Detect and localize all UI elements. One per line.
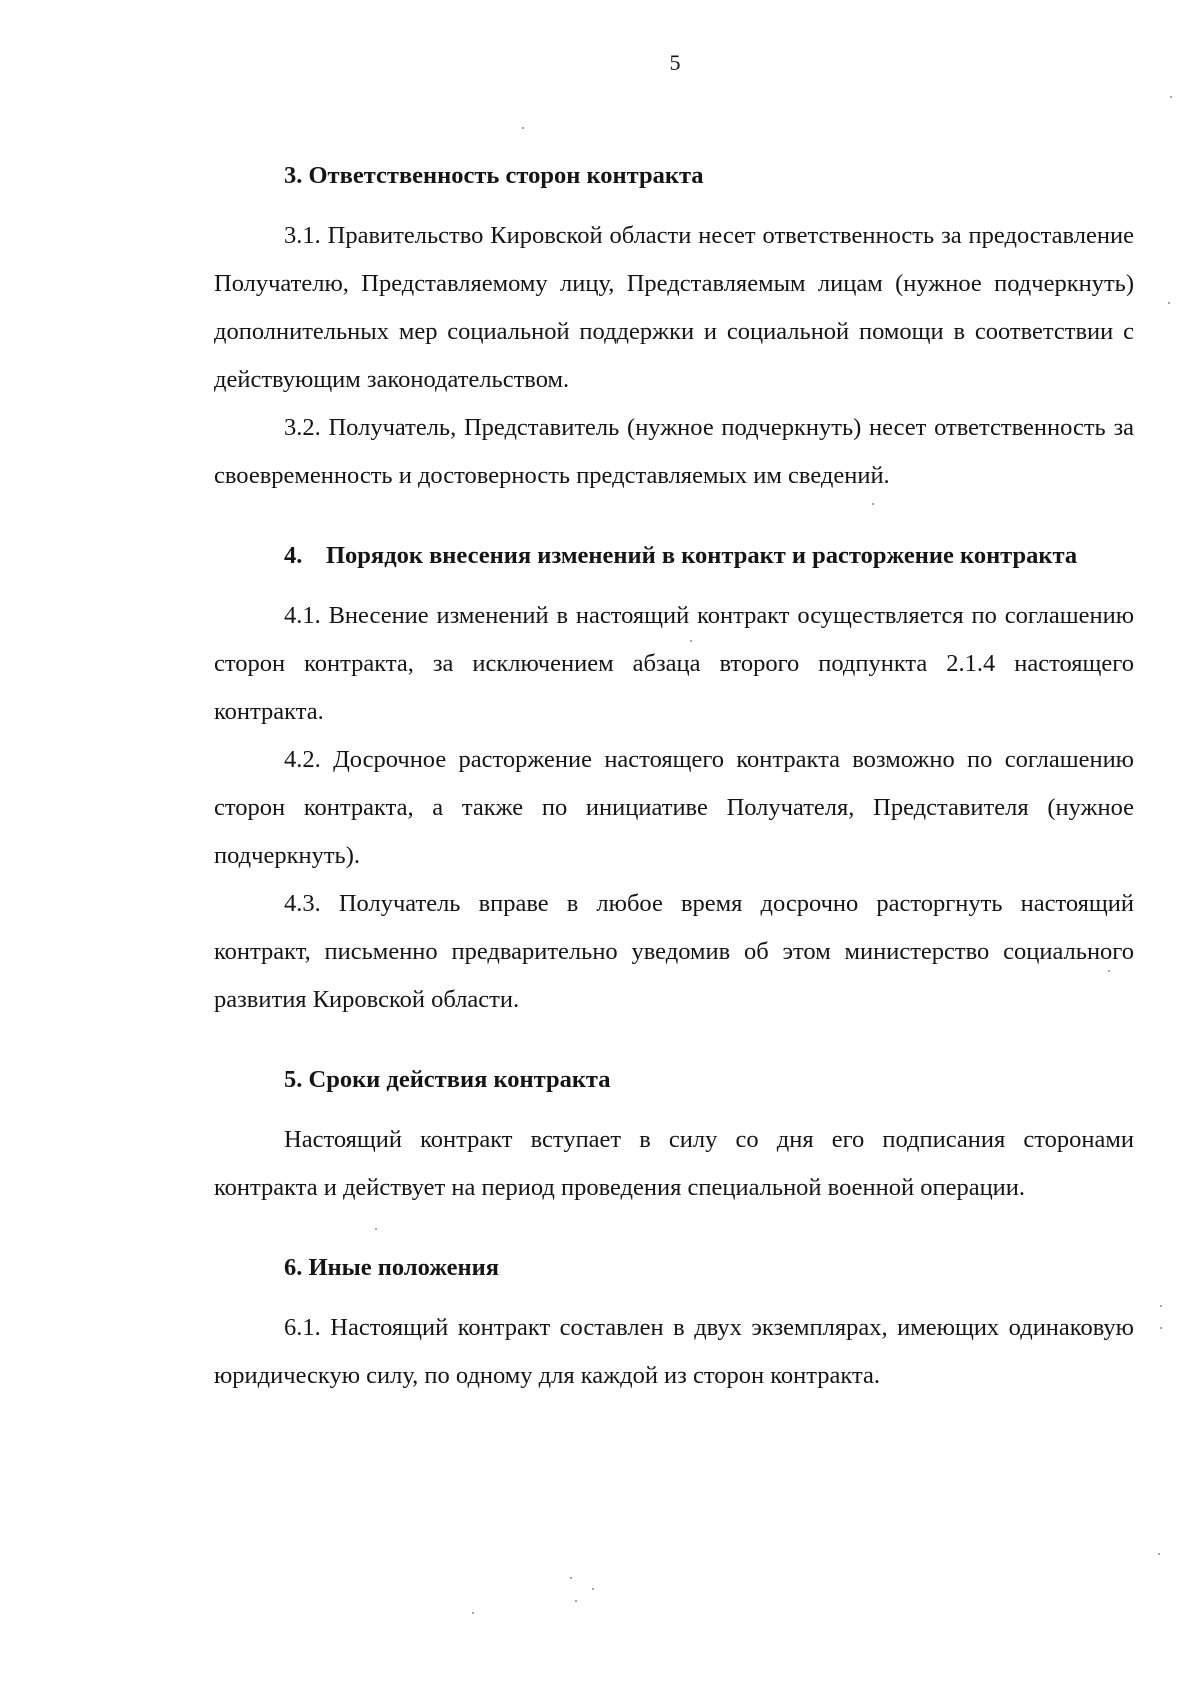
- clause-4-3: 4.3. Получатель вправе в любое время досрочно расторгнуть настоящий контракт, письменно предварительно уведомив об этом министерство социального развития Кировской области.: [214, 890, 1134, 1013]
- section-5-paragraph: Настоящий контракт вступает в силу со дня его подписания сторонами контракта и действует на период проведения специальной военной операции.: [214, 1126, 1134, 1201]
- section-6-heading: 6. Иные положения: [284, 1254, 500, 1281]
- clause-4-2: 4.2. Досрочное расторжение настоящего контракта возможно по соглашению сторон контракта, а также по инициативе Получателя, Представителя (нужное подчеркнуть).: [214, 746, 1134, 869]
- section-3: [214, 158, 1134, 500]
- section-4-heading: [214, 538, 1134, 574]
- section-5-heading: 5. Сроки действия контракта: [284, 1066, 611, 1093]
- document-body: [214, 158, 1134, 1400]
- section-4: [214, 538, 1134, 1024]
- page-number: 5: [669, 50, 681, 75]
- section-5: [214, 1062, 1134, 1212]
- section-3-heading: 3. Ответственность сторон контракта: [284, 162, 704, 189]
- clause-3-1: 3.1. Правительство Кировской области несет ответственность за предоставление Получателю, Представляемому лицу, Представляемым лицам (нужное подчеркнуть) дополнительных мер социальной поддержки и социальной помощи в соответствии с действующим законодательством.: [214, 222, 1134, 393]
- section-6: [214, 1250, 1134, 1400]
- section-4-heading-text: Порядок внесения изменений в контракт и расторжение контракта: [326, 542, 1078, 569]
- section-4-heading-number: 4.: [284, 542, 303, 569]
- clause-6-1: 6.1. Настоящий контракт составлен в двух экземплярах, имеющих одинаковую юридическую силу, по одному для каждой из сторон контракта.: [214, 1314, 1134, 1389]
- clause-3-2: 3.2. Получатель, Представитель (нужное подчеркнуть) несет ответственность за своевременность и достоверность представляемых им сведений.: [214, 414, 1134, 489]
- clause-4-1: 4.1. Внесение изменений в настоящий контракт осуществляется по соглашению сторон контракта, за исключением абзаца второго подпункта 2.1.4 настоящего контракта.: [214, 602, 1134, 725]
